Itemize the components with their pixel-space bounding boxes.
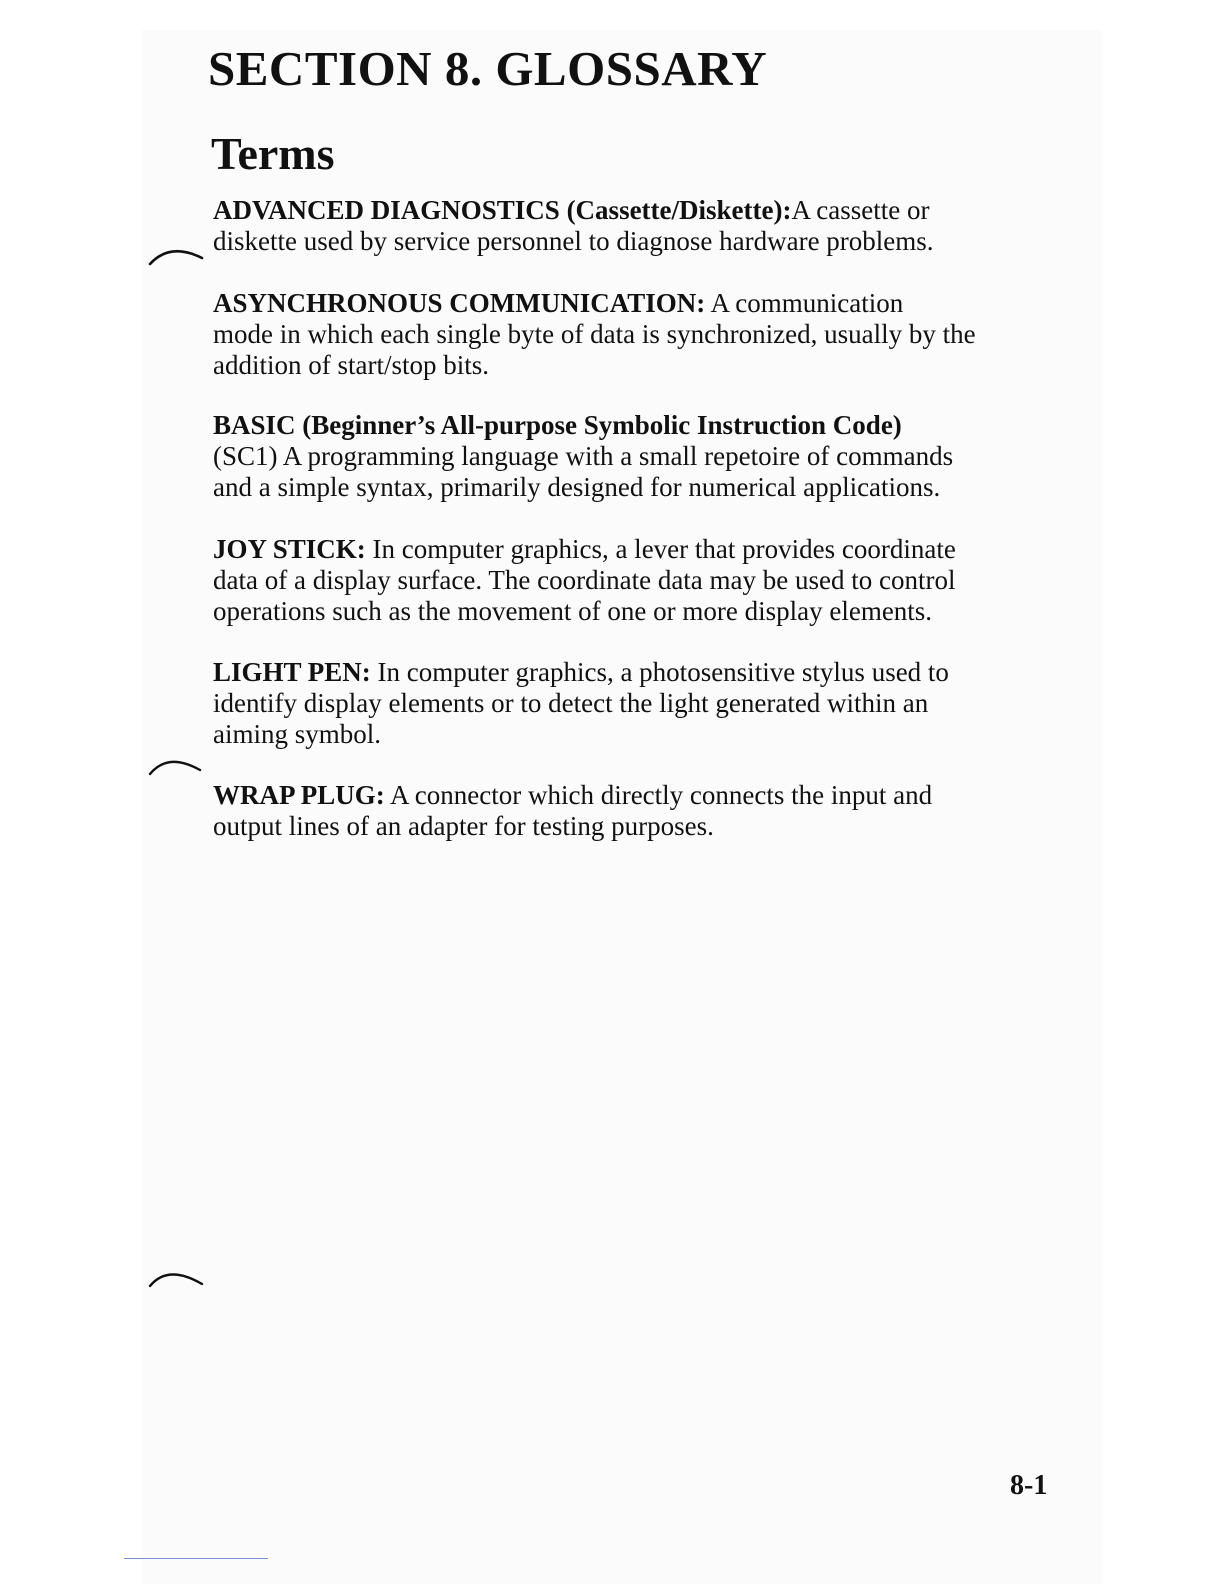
definition-text: A connector which directly connects the input and	[384, 780, 933, 810]
definition-text: A communication	[705, 288, 904, 318]
definition-text: diskette used by service personnel to diagnose hardware problems.	[213, 226, 934, 256]
definition-text: output lines of an adapter for testing purposes.	[213, 811, 714, 841]
glossary-entry-basic	[213, 410, 1063, 503]
glossary-entry-joy-stick	[213, 534, 1063, 627]
margin-bracket-mark	[146, 238, 208, 266]
definition-text: aiming symbol.	[213, 719, 381, 749]
definition-text: data of a display surface. The coordinate data may be used to control	[213, 565, 956, 595]
glossary-entry-light-pen	[213, 657, 1063, 750]
definition-text: (SC1) A programming language with a small repetoire of commands	[213, 441, 954, 471]
term-label: LIGHT PEN:	[213, 657, 371, 687]
glossary-entry-advanced-diagnostics	[213, 195, 1063, 257]
definition-text: In computer graphics, a lever that provides coordinate	[365, 534, 956, 564]
glossary-entry-wrap-plug	[213, 780, 1063, 842]
glossary-entry-asynchronous-communication	[213, 288, 1063, 381]
subsection-title: Terms	[211, 128, 335, 179]
term-label: JOY STICK:	[213, 534, 366, 564]
definition-text: addition of start/stop bits.	[213, 350, 489, 380]
definition-text: mode in which each single byte of data is synchronized, usually by the	[213, 319, 976, 349]
section-title: SECTION 8. GLOSSARY	[208, 41, 768, 96]
definition-text: operations such as the movement of one or more display elements.	[213, 596, 933, 626]
definition-text: In computer graphics, a photosensitive stylus used to	[370, 657, 949, 687]
definition-text: and a simple syntax, primarily designed for numerical applications.	[213, 472, 941, 502]
margin-bracket-mark	[146, 1262, 208, 1290]
margin-bracket-mark	[146, 750, 208, 778]
definition-text: identify display elements or to detect the light generated within an	[213, 688, 929, 718]
scan-edge-line	[124, 1558, 268, 1559]
term-label: ADVANCED DIAGNOSTICS (Cassette/Diskette):	[213, 195, 792, 225]
term-label: BASIC (Beginner’s All-purpose Symbolic Instruction Code)	[213, 410, 902, 440]
page-number: 8-1	[1010, 1470, 1048, 1501]
term-label: ASYNCHRONOUS COMMUNICATION:	[213, 288, 706, 318]
term-label: WRAP PLUG:	[213, 780, 385, 810]
definition-text: A cassette or	[791, 195, 930, 225]
